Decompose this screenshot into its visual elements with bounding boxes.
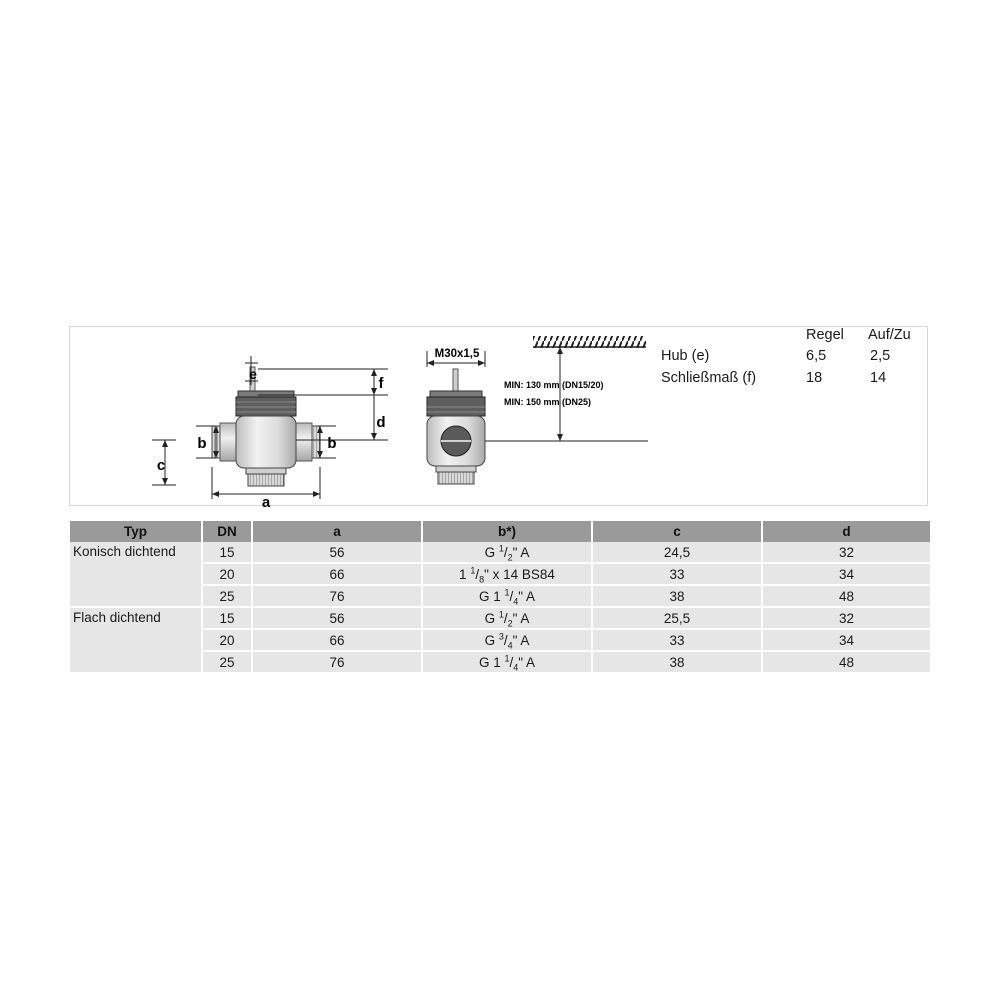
label-e: e bbox=[249, 366, 257, 382]
cell-d: 48 bbox=[762, 651, 930, 673]
cell-d: 32 bbox=[762, 542, 930, 563]
cell-d: 32 bbox=[762, 607, 930, 629]
cell-a: 56 bbox=[252, 542, 422, 563]
valve-front-view bbox=[212, 367, 320, 486]
cell-b-pre: G bbox=[484, 610, 499, 626]
stroke-row-label: Hub (e) bbox=[661, 348, 710, 364]
cell-d: 34 bbox=[762, 563, 930, 585]
cell-b-num: 1 bbox=[470, 565, 476, 575]
cell-b-num: 3 bbox=[498, 631, 504, 641]
label-b-left: b bbox=[197, 435, 207, 452]
cell-b-post: " A bbox=[512, 632, 530, 648]
cell-b-num: 1 bbox=[498, 609, 504, 619]
column-header-a: a bbox=[252, 521, 422, 542]
cell-dn: 25 bbox=[202, 651, 252, 673]
cell-dn: 20 bbox=[202, 629, 252, 651]
cell-dn: 15 bbox=[202, 542, 252, 563]
cell-b-pre: G bbox=[484, 544, 499, 560]
label-d: d bbox=[376, 414, 386, 431]
label-thread: M30x1,5 bbox=[434, 348, 480, 360]
cell-dn: 20 bbox=[202, 563, 252, 585]
cell-c: 38 bbox=[592, 651, 762, 673]
column-header-dn: DN bbox=[202, 521, 252, 542]
cell-b-pre: G 1 bbox=[478, 654, 505, 670]
cell-b-pre: G 1 bbox=[478, 588, 505, 604]
header-regel: Regel bbox=[806, 327, 844, 343]
stroke-row-regel: 6,5 bbox=[806, 348, 827, 364]
cell-b-den: 2 bbox=[507, 618, 513, 629]
cell-b-post: " x 14 BS84 bbox=[484, 566, 555, 582]
dimension-table-header bbox=[70, 521, 930, 542]
cell-c: 24,5 bbox=[592, 542, 762, 563]
cell-b-num: 1 bbox=[498, 543, 504, 553]
stroke-row-label: Schließmaß (f) bbox=[661, 370, 757, 386]
cell-dn: 15 bbox=[202, 607, 252, 629]
stroke-row-aufzu: 14 bbox=[870, 370, 887, 386]
column-header-c: c bbox=[592, 521, 762, 542]
label-min-2: MIN: 150 mm (DN25) bbox=[504, 397, 592, 407]
label-c: c bbox=[156, 457, 166, 474]
cell-b-den: 4 bbox=[507, 640, 513, 651]
cell-b-pre: G bbox=[484, 632, 499, 648]
cell-c: 33 bbox=[592, 563, 762, 585]
cell-a: 56 bbox=[252, 607, 422, 629]
header-auf-zu: Auf/Zu bbox=[868, 327, 911, 343]
label-min-1: MIN: 130 mm (DN15/20) bbox=[504, 380, 604, 390]
stroke-row-regel: 18 bbox=[806, 370, 823, 386]
dimension-table bbox=[70, 521, 930, 674]
cell-a: 76 bbox=[252, 585, 422, 607]
table-row bbox=[70, 542, 930, 563]
cell-c: 33 bbox=[592, 629, 762, 651]
column-header-b: b*) bbox=[422, 521, 592, 542]
cell-d: 48 bbox=[762, 585, 930, 607]
cell-a: 76 bbox=[252, 651, 422, 673]
label-f: f bbox=[378, 375, 384, 392]
cell-b-den: 4 bbox=[513, 596, 519, 607]
cell-b: 1 $^1/_8$" x 14 BS84 bbox=[422, 563, 592, 585]
cell-b: G $^1/_2$" A bbox=[422, 542, 592, 563]
cell-b: G 1 $^1/_4$" A bbox=[422, 651, 592, 673]
cell-b-den: 2 bbox=[507, 552, 513, 563]
valve-side-view bbox=[427, 369, 485, 484]
cell-b-num: 1 bbox=[504, 653, 510, 663]
cell-b-den: 8 bbox=[479, 574, 485, 585]
cell-b: G 1 $^1/_4$" A bbox=[422, 585, 592, 607]
column-header-typ: Typ bbox=[70, 521, 202, 542]
stroke-row-aufzu: 2,5 bbox=[870, 348, 891, 364]
cell-b-post: " A bbox=[518, 654, 536, 670]
cell-typ: Konisch dichtend bbox=[70, 542, 202, 607]
cell-b-num: 1 bbox=[504, 587, 510, 597]
label-a: a bbox=[261, 494, 271, 507]
label-b-right: b bbox=[327, 435, 337, 452]
cell-typ: Flach dichtend bbox=[70, 607, 202, 673]
stroke-row-hub bbox=[661, 348, 921, 368]
table-row bbox=[70, 607, 930, 629]
cell-b: G $^1/_2$" A bbox=[422, 607, 592, 629]
cell-d: 34 bbox=[762, 629, 930, 651]
cell-b-post: " A bbox=[512, 544, 530, 560]
cell-b-pre: 1 bbox=[459, 566, 471, 582]
cell-b-post: " A bbox=[518, 588, 536, 604]
stroke-table-header bbox=[661, 327, 921, 347]
cell-c: 38 bbox=[592, 585, 762, 607]
cell-b: G $^3/_4$" A bbox=[422, 629, 592, 651]
cell-a: 66 bbox=[252, 563, 422, 585]
dimension-table-body bbox=[70, 542, 930, 673]
column-header-d: d bbox=[762, 521, 930, 542]
cell-c: 25,5 bbox=[592, 607, 762, 629]
cell-a: 66 bbox=[252, 629, 422, 651]
mounting-surface-hatch bbox=[533, 336, 646, 348]
stroke-row-schliessmass bbox=[661, 370, 921, 390]
cell-b-post: " A bbox=[512, 610, 530, 626]
cell-dn: 25 bbox=[202, 585, 252, 607]
cell-b-den: 4 bbox=[513, 662, 519, 673]
